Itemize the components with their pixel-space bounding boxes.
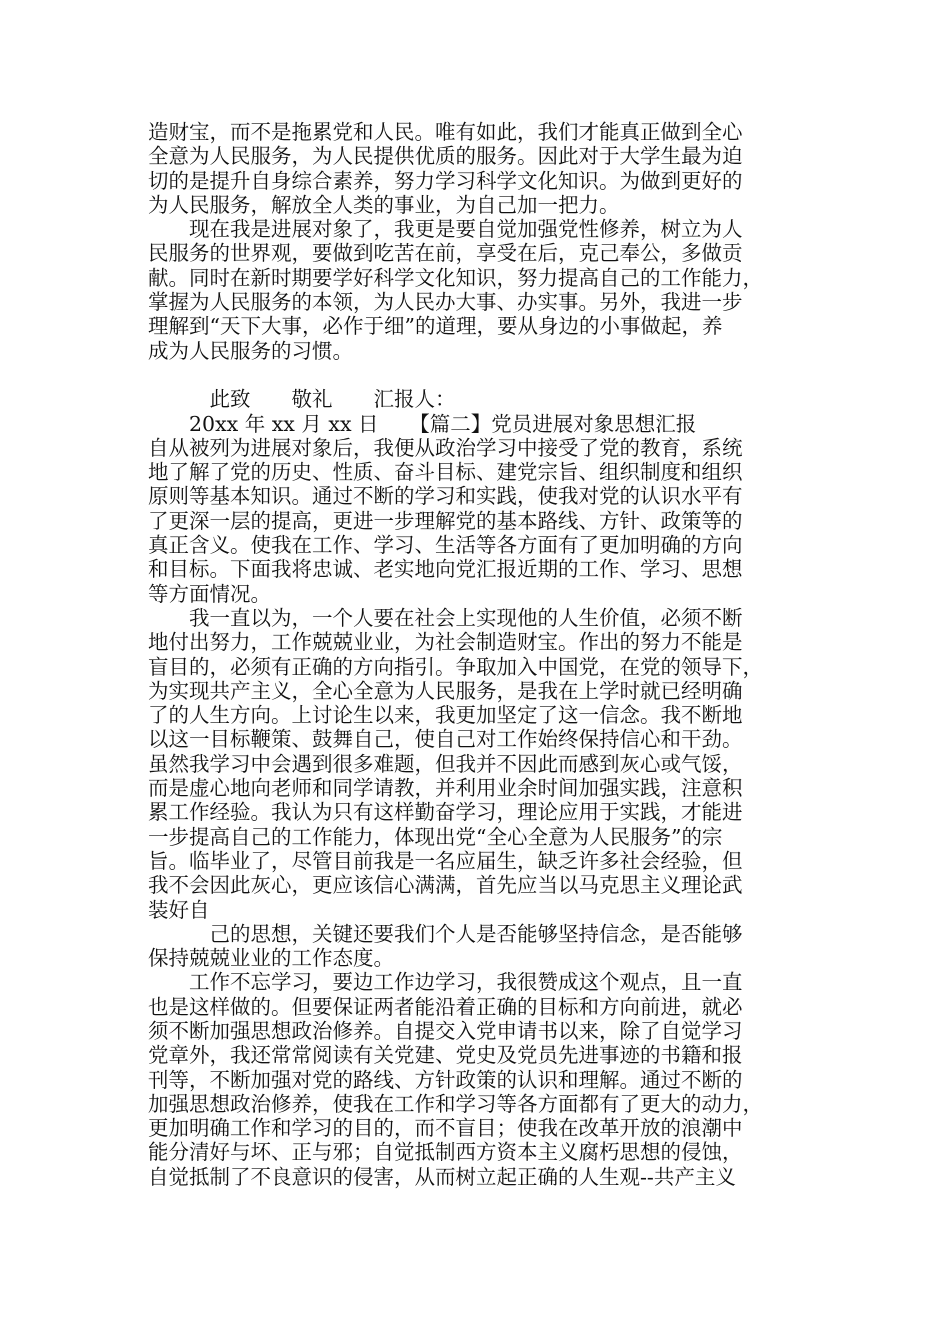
text-line: 掌握为人民服务的本领，为人民办大事、办实事。另外，我进一步 — [148, 290, 743, 315]
text-line: 全意为人民服务，为人民提供优质的服务。因此对于大学生最为迫 — [148, 144, 743, 169]
text-line: 地付出努力，工作兢兢业业，为社会制造财宝。作出的努力不能是 — [148, 630, 743, 655]
text-line: 能分清好与坏、正与邪；自觉抵制西方资本主义腐朽思想的侵蚀， — [148, 1140, 743, 1165]
text-line: 自从被列为进展对象后，我便从政治学习中接受了党的教育，系统 — [148, 435, 743, 460]
text-line: 己的思想，关键还要我们个人是否能够坚持信念，是否能够 — [148, 921, 743, 946]
text-line: 盲目的，必须有正确的方向指引。争取加入中国党，在党的领导下， — [148, 654, 763, 679]
text-line: 理解到“天下大事，必作于细”的道理，要从身边的小事做起，养 — [148, 314, 723, 339]
text-line: 成为人民服务的习惯。 — [148, 338, 353, 363]
text-line: 虽然我学习中会遇到很多难题，但我并不因此而感到灰心或气馁， — [148, 751, 743, 776]
text-line: 我一直以为，一个人要在社会上实现他的人生价值，必须不断 — [148, 605, 743, 630]
text-line: 也是这样做的。但要保证两者能沿着正确的目标和方向前进，就必 — [148, 994, 743, 1019]
text-line: 党章外，我还常常阅读有关党建、党史及党员先进事迹的书籍和报 — [148, 1043, 743, 1068]
text-line: 旨。临毕业了，尽管目前我是一名应届生，缺乏许多社会经验，但 — [148, 848, 743, 873]
blank-line — [148, 363, 828, 387]
text-line: 加强思想政治修养，使我在工作和学习等各方面都有了更大的动力， — [148, 1091, 763, 1116]
text-line: 刊等，不断加强对党的路线、方针政策的认识和理解。通过不断的 — [148, 1067, 743, 1092]
text-line: 造财宝，而不是拖累党和人民。唯有如此，我们才能真正做到全心 — [148, 120, 743, 144]
text-line: 以这一目标鞭策、鼓舞自己，使自己对工作始终保持信心和干劲。 — [148, 727, 743, 752]
text-line: 此致 敬礼 汇报人： — [148, 387, 456, 412]
text-line: 20xx 年 xx 月 xx 日 【篇二】党员进展对象思想汇报 — [148, 411, 697, 436]
text-line: 我不会因此灰心，更应该信心满满，首先应当以马克思主义理论武 — [148, 873, 743, 898]
text-line: 和目标。下面我将忠诚、老实地向党汇报近期的工作、学习、思想 — [148, 557, 743, 582]
text-line: 自觉抵制了不良意识的侵害，从而树立起正确的人生观--共产主义 — [148, 1164, 736, 1189]
text-line: 真正含义。使我在工作、学习、生活等各方面有了更加明确的方向 — [148, 533, 743, 558]
text-line: 累工作经验。我认为只有这样勤奋学习，理论应用于实践，才能进 — [148, 800, 743, 825]
text-line: 为人民服务，解放全人类的事业，为自己加一把力。 — [148, 192, 620, 217]
text-line: 民服务的世界观，要做到吃苦在前，享受在后，克己奉公，多做贡 — [148, 241, 743, 266]
text-line: 装好自 — [148, 897, 210, 922]
text-line: 原则等基本知识。通过不断的学习和实践，使我对党的认识水平有 — [148, 484, 743, 509]
text-line: 等方面情况。 — [148, 581, 271, 606]
text-line: 一步提高自己的工作能力，体现出党“全心全意为人民服务”的宗 — [148, 824, 723, 849]
text-line: 献。同时在新时期要学好科学文化知识，努力提高自己的工作能力， — [148, 265, 763, 290]
text-line: 而是虚心地向老师和同学请教，并利用业余时间加强实践，注意积 — [148, 776, 743, 801]
text-line: 现在我是进展对象了，我更是要自觉加强党性修养，树立为人 — [148, 217, 743, 242]
text-line: 须不断加强思想政治修养。自提交入党申请书以来，除了自觉学习 — [148, 1018, 743, 1043]
text-line: 保持兢兢业业的工作态度。 — [148, 946, 394, 971]
text-line: 为实现共产主义，全心全意为人民服务，是我在上学时就已经明确 — [148, 678, 743, 703]
text-line: 工作不忘学习，要边工作边学习，我很赞成这个观点，且一直 — [148, 970, 743, 995]
text-line: 地了解了党的历史、性质、奋斗目标、建党宗旨、组织制度和组织 — [148, 460, 743, 485]
text-line: 了更深一层的提高，更进一步理解党的基本路线、方针、政策等的 — [148, 508, 743, 533]
text-line: 了的人生方向。上讨论生以来，我更加坚定了这一信念。我不断地 — [148, 703, 743, 728]
document-body-text — [148, 120, 828, 1189]
text-line: 切的是提升自身综合素养，努力学习科学文化知识。为做到更好的 — [148, 168, 743, 193]
text-line: 更加明确工作和学习的目的，而不盲目；使我在改革开放的浪潮中 — [148, 1116, 743, 1141]
